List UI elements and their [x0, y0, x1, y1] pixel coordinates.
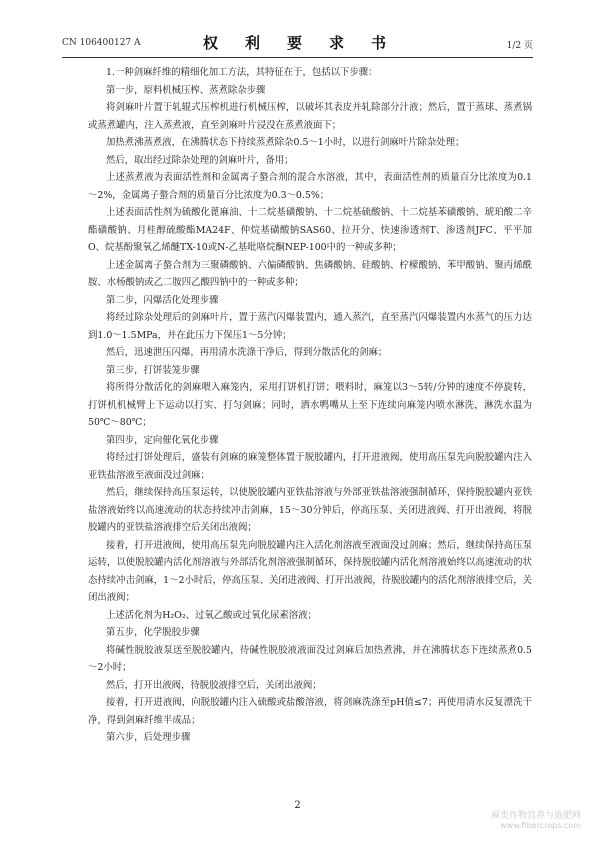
claim-paragraph: 加热煮沸蒸煮液，在沸腾状态下持续蒸煮除杂0.5～1小时，以进行剑麻叶片除杂处理； [106, 137, 465, 148]
claim-paragraph: 然后，继续保持高压泵运转，以使脱胶罐内亚铁盐溶液与外部亚铁盐溶液强制循环，保持脱胶罐内亚铁盐溶液始终以高速流动的状态持续冲击剑麻，15～30分钟后，停高压泵、关闭进液阀、打开出液阀，将脱胶罐内的亚铁盐溶液排空后关闭出液阀； [88, 487, 532, 533]
page-header [62, 30, 533, 52]
site-watermark [491, 808, 581, 830]
page-indicator: 1/2 页 [506, 41, 533, 51]
claim-paragraph: 然后，迅速泄压闪爆，再用清水洗涤干净后，得到分散活化的剑麻； [106, 347, 388, 358]
claim-paragraph: 将剑麻叶片置于轧辊式压榨机进行机械压榨，以破坏其表皮并轧除部分汁液；然后，置于蒸球、蒸煮锅或蒸煮罐内，注入蒸煮液，直至剑麻叶片浸没在蒸煮液面下； [88, 102, 532, 131]
claim-paragraph: 接着，打开进液阀，使用高压泵先向脱胶罐内注入活化剂溶液至液面没过剑麻；然后，继续保持高压泵运转，以使脱胶罐内活化剂溶液与外部活化剂溶液强制循环，保持脱胶罐内活化剂溶液始终以高速流动的状态持续冲击剑麻，1～2小时后，停高压泵、关闭进液阀、打开出液阀，待脱胶罐内的活化剂溶液排空后，关闭出液阀； [88, 539, 532, 603]
claim-paragraph: 上述活化剂为H₂O₂、过氧乙酸或过氧化尿素溶液； [106, 609, 317, 621]
claims-body [88, 64, 532, 747]
header-divider [62, 57, 533, 58]
step-heading: 第一步，原料机械压榨、蒸煮除杂步骤 [106, 84, 266, 96]
step-heading: 第四步，定向催化氧化步骤 [106, 434, 219, 446]
claim-paragraph: 上述蒸煮液为表面活性剂和金属离子螯合剂的混合水溶液，其中，表面活性剂的质量百分比浓度为0.1～2%，金属离子螯合剂的质量百分比浓度为0.3～0.5%； [88, 172, 532, 201]
step-heading: 第六步，后处理步骤 [106, 732, 191, 743]
step-heading: 第二步，闪爆活化处理步骤 [106, 294, 219, 306]
watermark-url: www.fibercrops.com [500, 821, 581, 830]
claim-paragraph: 然后，打开出液阀，待脱胶液排空后，关闭出液阀； [106, 679, 322, 691]
claim-paragraph: 将所得分散活化的剑麻喂入麻笼内，采用打饼机打饼；喂料时，麻笼以3～5转/分钟的速度不停旋转，打饼机机械臂上下运动以打实、打匀剑麻；同时，洒水鸭嘴从上至下连续向麻笼内喷水淋洗，淋洗水温为50℃～80℃； [88, 382, 532, 428]
claim-paragraph: 将经过打饼处理后，盛装有剑麻的麻笼整体置于脱胶罐内，打开进液阀，使用高压泵先向脱胶罐内注入亚铁盐溶液至液面没过剑麻； [88, 452, 532, 481]
publication-number: CN 106400127 A [62, 38, 141, 48]
document-title: 权 利 要 求 书 [202, 34, 392, 52]
claim-paragraph: 将碱性脱胶液泵送至脱胶罐内，待碱性脱胶液液面没过剑麻后加热煮沸，并在沸腾状态下连续蒸煮0.5～2小时； [88, 644, 532, 673]
watermark-name: 麻类作物营养与施肥网 [490, 811, 581, 821]
claim-paragraph: 上述金属离子螯合剂为三聚磷酸钠、六偏磷酸钠、焦磷酸钠、硅酸钠、柠檬酸钠、苯甲酸钠、聚丙烯酰胺、水杨酸钠或乙二胺四乙酸四钠中的一种或多种； [88, 259, 532, 288]
step-heading: 第三步，打饼装笼步骤 [106, 364, 200, 376]
claim-paragraph: 接着，打开进液阀，向脱胶罐内注入硫酸或盐酸溶液，将剑麻洗涤至pH值≤7；再使用清水反复漂洗干净，得到剑麻纤维半成品； [88, 697, 532, 726]
claim-paragraph: 然后，取出经过除杂处理的剑麻叶片，备用； [106, 154, 294, 166]
step-heading: 第五步，化学脱胶步骤 [106, 627, 200, 638]
claim-paragraph: 1.一种剑麻纤维的精细化加工方法，其特征在于，包括以下步骤： [106, 67, 378, 78]
claim-paragraph: 上述表面活性剂为硫酸化蓖麻油、十二烷基磺酸钠、十二烷基硫酸钠、十二烷基苯磺酸钠、琥珀酸二辛酯磺酸钠、月桂醇硫酸酯MA24F、仲烷基磺酸钠SAS60、拉开分、快速渗透剂T、渗透剂JFC、平平加O、烷基酚聚氧乙烯醚TX-10或N-乙基吡咯烷酮NEP-100中的一种或多种； [88, 207, 532, 253]
claim-paragraph: 将经过除杂处理后的剑麻叶片，置于蒸汽闪爆装置内，通入蒸汽，直至蒸汽闪爆装置内水蒸气的压力达到1.0～1.5MPa，并在此压力下保压1～5分钟； [88, 312, 532, 341]
page-number: 2 [294, 800, 301, 811]
